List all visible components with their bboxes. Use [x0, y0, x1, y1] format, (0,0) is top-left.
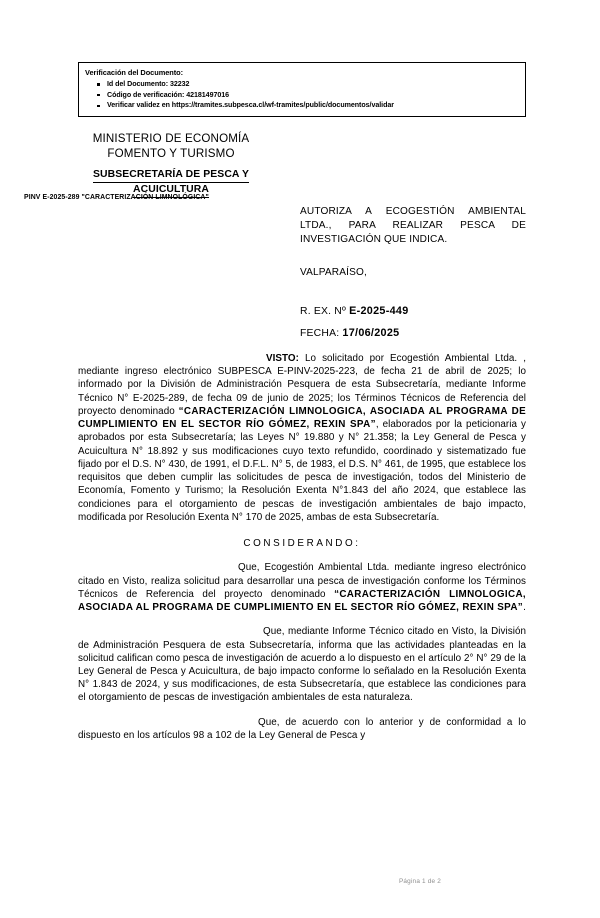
verification-item-document-id: Id del Documento: 32232	[107, 79, 519, 90]
visto-text-part-2: , elaborados por la peticionaria y aprobados por esta Subsecretaría; las Leyes N° 19.880 y N° 21.358; la Ley General de Pesca y Acuicultura N° 18.892 y sus modificaciones cuyo texto refundido, coordinado y sistematizado fue fijado por el D.S. N° 430, de 1991, el D.F.L. N° 5, de 1983, el D.S. N° 461, de 1995, que establece los requisitos que deben cumplir las solicitudes de pesca de investigación, todos del Ministerio de Economía, Fomento y Turismo; la Resolución Exenta N°1.843 del año 2024, que establece las condiciones para el otorgamiento de pescas de investigación ambientales de bajo impacto, modificada por Resolución Exenta N° 170 de 2025, ambas de esta Subsecretaría.	[78, 419, 526, 523]
subsecretaria-line-2: ACUICULTURA	[133, 183, 209, 198]
paragraph-que-1	[78, 561, 526, 614]
que1-text-part-2: .	[523, 602, 526, 614]
page-number-label: Página 1 de 2	[398, 878, 442, 885]
verification-box-title: Verificación del Documento:	[85, 68, 184, 77]
verification-items-list	[85, 79, 519, 111]
resolution-number-line	[300, 305, 409, 317]
resolution-number-label: R. EX. Nº	[300, 306, 347, 317]
resolution-number-value: E-2025-449	[349, 305, 409, 317]
resolution-date-label: FECHA:	[300, 328, 340, 339]
subsecretaria-line-1: SUBSECRETARÍA DE PESCA Y	[93, 168, 249, 183]
verification-item-url: Verificar validez en https://tramites.subpesca.cl/wf-tramites/public/documentos/validar	[107, 100, 519, 111]
considerando-heading	[78, 537, 526, 550]
place-line: VALPARAÍSO,	[300, 267, 367, 278]
project-code-line: PINV E-2025-289 "CARACTERIZACIÓN LIMNOLÓGICA"	[24, 194, 209, 201]
resolution-date-value: 17/06/2025	[342, 327, 400, 339]
visto-text-part-1: Lo solicitado por Ecogestión Ambiental Ltda. , mediante ingreso electrónico SUBPESCA E-PINV-2025-223, de fecha 21 de abril de 2025; lo informado por la División de Administración Pesquera de esta Subsecretaría, mediante Informe Técnico N° E-2025-289, de fecha 09 de junio de 2025; los Términos Técnicos de Referencia del proyecto denominado	[78, 353, 526, 417]
paragraph-visto	[78, 352, 526, 524]
considerando-heading-text: CONSIDERANDO:	[243, 538, 361, 550]
paragraph-que-2: Que, mediante Informe Técnico citado en Visto, la División de Administración Pesquera de esta Subsecretaría, informa que las actividades planteadas en la solicitud califican como pesca de investigación de acuerdo a lo dispuesto en el artículo 2° N° 29 de la Ley General de Pesca y Acuicultura, de bajo impacto conforme lo señalado en la Resolución Exenta N° 1.843 de 2024, y sus modificaciones, de esta Subsecretaría, que establece las condiciones para el otorgamiento de pescas de investigación ambientales de esta naturaleza.	[78, 626, 526, 704]
resolution-subject-text: AUTORIZA A ECOGESTIÓN AMBIENTAL LTDA., PARA REALIZAR PESCA DE INVESTIGACIÓN QUE INDICA.	[300, 206, 526, 246]
paragraph-que-3: Que, de acuerdo con lo anterior y de conformidad a lo dispuesto en los artículos 98 a 102 de la Ley General de Pesca y	[78, 716, 526, 741]
ministry-name-line-1: MINISTERIO DE ECONOMÍA	[92, 132, 250, 145]
visto-project-title: “CARACTERIZACIÓN LIMNOLOGICA, ASOCIADA AL PROGRAMA DE CUMPLIMIENTO EN EL SECTOR RÍO GÓMEZ, REXIN SPA”	[78, 405, 526, 431]
que1-project-title: “CARACTERIZACIÓN LIMNOLOGICA, ASOCIADA AL PROGRAMA DE CUMPLIMIENTO EN EL SECTOR RÍO GÓMEZ, REXIN SPA”	[78, 588, 527, 614]
visto-label: VISTO:	[266, 353, 299, 364]
page-footer	[0, 878, 600, 885]
ministry-header	[46, 131, 296, 198]
verification-item-code: Código de verificación: 42181497016	[107, 90, 519, 101]
resolution-date-line	[300, 327, 399, 339]
document-verification-box	[78, 62, 526, 117]
ministry-name-line-2: FOMENTO Y TURISMO	[107, 147, 235, 161]
document-body	[78, 352, 526, 742]
que1-text-part-1: Que, Ecogestión Ambiental Ltda. mediante ingreso electrónico citado en Visto, realiza solicitud para desarrollar una pesca de investigación conforme los Términos Técnicos de Referencia del proyecto denominado	[78, 562, 526, 600]
